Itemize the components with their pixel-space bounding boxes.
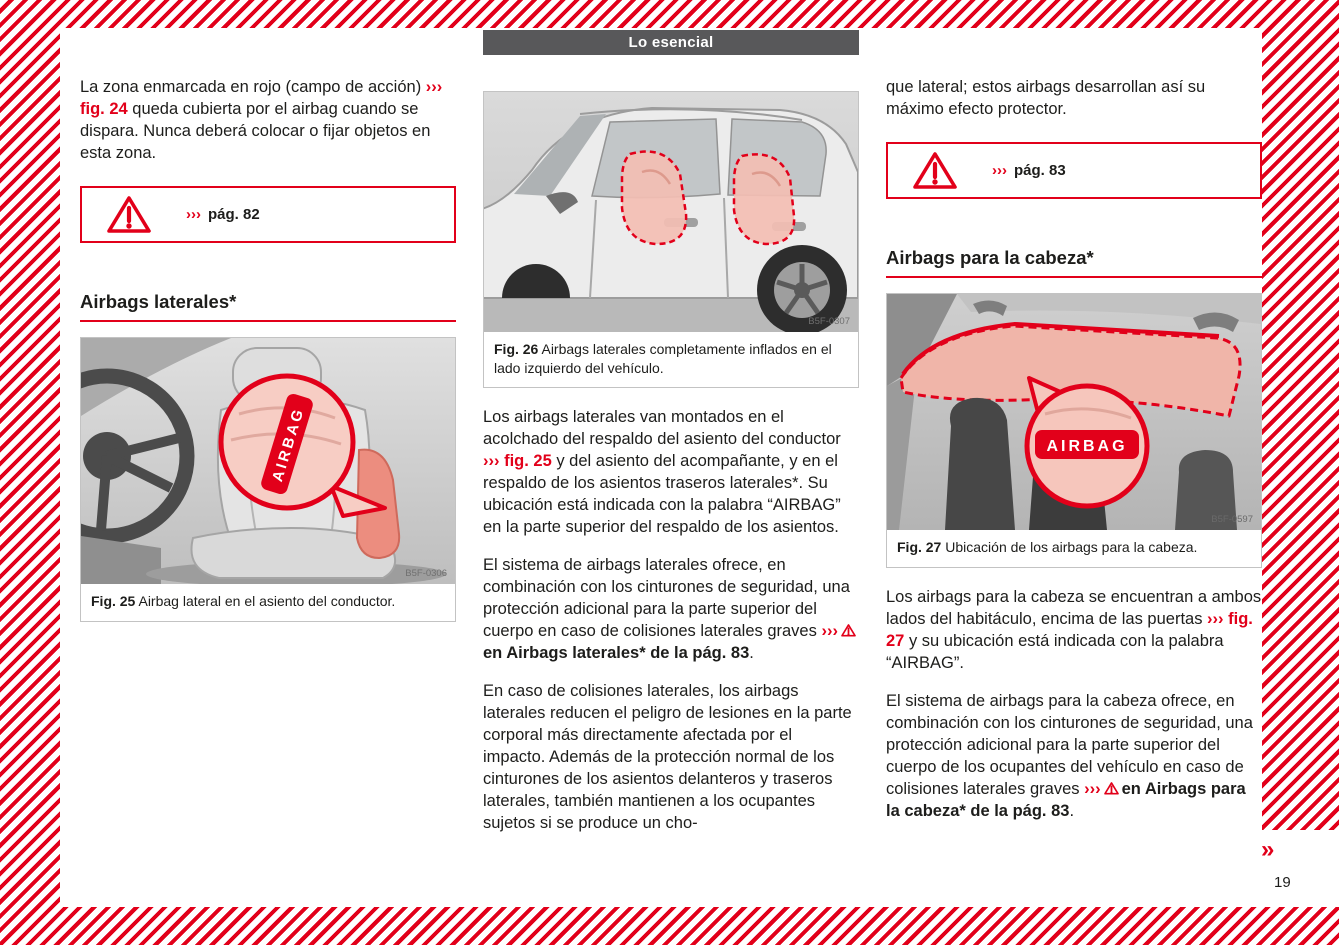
warning-reference (992, 160, 1066, 182)
paragraph-continuacion: que lateral; estos airbags desarrollan así su máximo efecto protector. (886, 78, 1206, 118)
fig27-illustration-head-airbag (887, 294, 1261, 530)
figure-27-caption (887, 530, 1261, 567)
manual-page (60, 28, 1262, 907)
paragraph-campo-accion (80, 76, 456, 164)
cross-reference-bold: en Airbags laterales* de la pág. 83 (483, 644, 750, 662)
paragraph-ubicacion-cabeza (886, 586, 1262, 674)
cross-reference-bold: en Airbags para la cabeza* de la pág. 83 (886, 779, 1246, 820)
paragraph-sistema-laterales (483, 554, 859, 664)
figure-26 (483, 91, 859, 388)
section-heading-airbags-cabeza: Airbags para la cabeza* (886, 247, 1262, 278)
fig26-illustration-car-side-airbags (484, 92, 858, 332)
warning-box-pag82 (80, 186, 456, 243)
warning-box-pag83 (886, 142, 1262, 199)
section-heading-airbags-laterales: Airbags laterales* (80, 291, 456, 322)
ref-arrows: ››› (992, 161, 1007, 179)
figure-reference-fig25: ››› fig. 25 (483, 452, 552, 470)
ref-arrows: ››› (821, 622, 838, 640)
warning-icon (841, 624, 856, 637)
text-run: El sistema de airbags laterales ofrece, en combinación con los cinturones de seguridad, una protección adicional para la parte superior del cuerpo en caso de colisiones laterales graves (483, 556, 850, 640)
fig25-airbag-label: AIRBAG (269, 405, 308, 484)
figure-reference-fig27: ››› fig. 27 (886, 609, 1253, 650)
continuation-marker: » (1261, 836, 1275, 863)
column-middle (483, 76, 859, 850)
text-run: Los airbags para la cabeza se encuentran a ambos lados del habitáculo, encima de las puertas (886, 587, 1262, 628)
text-run: y del asiento del acompañante, y en el respaldo de los asientos traseros laterales*. Su ubicación está indicada con la palabra “AIRBAG” en la parte superior del respaldo de los asientos. (483, 452, 841, 536)
paragraph-sistema-cabeza (886, 690, 1262, 822)
fig27-airbag-label: AIRBAG (1046, 438, 1128, 455)
fig26-image-code: B5F-0307 (808, 316, 850, 327)
ref-page: pág. 82 (208, 205, 260, 223)
figure-26-caption (484, 332, 858, 387)
figure-25 (80, 337, 456, 622)
warning-triangle-icon (106, 195, 152, 235)
warning-icon (1104, 782, 1119, 795)
caption-label: Fig. 26 (494, 341, 539, 357)
text-run: y su ubicación está indicada con la palabra “AIRBAG”. (886, 631, 1224, 672)
text-run: La zona enmarcada en rojo (campo de acción) (80, 78, 426, 96)
caption-text: Ubicación de los airbags para la cabeza. (945, 539, 1198, 555)
fig25-image-code: B5F-0306 (405, 568, 447, 579)
column-right (886, 76, 1262, 838)
text-run: . (1069, 801, 1075, 820)
caption-text: Airbag lateral en el asiento del conductor. (138, 593, 396, 609)
text-run: El sistema de airbags para la cabeza ofrece, en combinación con los cinturones de seguridad, una protección adicional para la parte superior del cuerpo de los ocupantes del vehículo en caso de colisiones laterales graves (886, 691, 1253, 798)
text-run: queda cubierta por el airbag cuando se dispara. Nunca deberá colocar o fijar objetos en esta zona. (80, 100, 431, 162)
warning-triangle-icon (912, 151, 958, 191)
page-header-title: Lo esencial (483, 30, 859, 55)
text-run: Los airbags laterales van montados en el acolchado del respaldo del asiento del conductor (483, 408, 841, 448)
figure-25-caption (81, 584, 455, 621)
fig27-image-code: B5F-0597 (1211, 514, 1253, 525)
fig25-illustration-seat-airbag (81, 338, 455, 584)
figure-27 (886, 293, 1262, 568)
caption-text: Airbags laterales completamente inflados en el lado izquierdo del vehículo. (494, 341, 832, 376)
warning-reference (186, 204, 260, 226)
caption-label: Fig. 25 (91, 593, 136, 609)
front-seat (945, 398, 1015, 530)
ref-arrows: ››› (1084, 779, 1101, 798)
ref-arrows: ››› (186, 205, 201, 223)
caption-label: Fig. 27 (897, 539, 942, 555)
text-run: . (749, 644, 754, 662)
paragraph-colisiones-laterales: En caso de colisiones laterales, los airbags laterales reducen el peligro de lesiones en la parte corporal más directamente afectada por el impacto. Además de la protección normal de los cinturones de los asientos delanteros y traseros laterales, también mantienen a los ocupantes sujetos si se produce un cho- (483, 682, 852, 832)
page-number: 19 (1274, 874, 1291, 891)
paragraph-ubicacion-laterales (483, 406, 859, 538)
ref-page: pág. 83 (1014, 161, 1066, 179)
column-left (80, 76, 456, 622)
figure-reference-fig24: ››› fig. 24 (80, 78, 443, 118)
